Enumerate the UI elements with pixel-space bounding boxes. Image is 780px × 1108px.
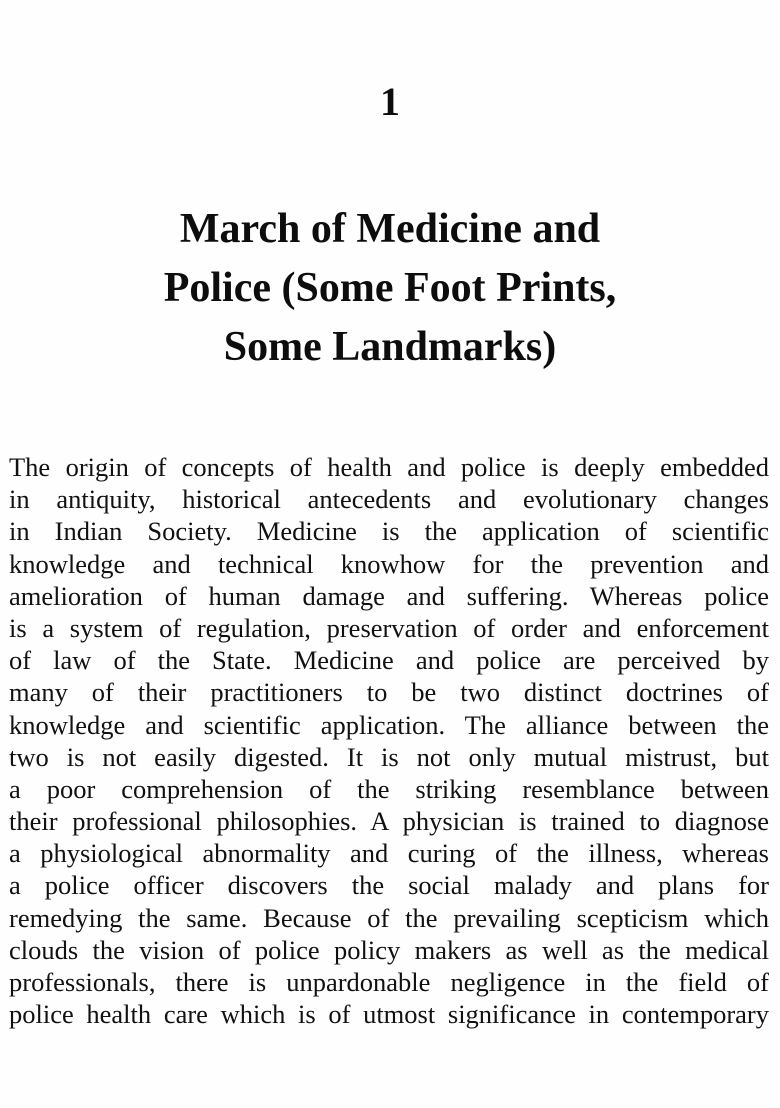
text-line: knowledge and technical knowhow for the prevention and — [9, 548, 769, 579]
text-line: two is not easily digested. It is not only mutual mistrust, but — [9, 741, 769, 772]
text-line: remedying the same. Because of the prevailing scepticism which — [9, 902, 769, 933]
text-line: a physiological abnormality and curing of the illness, whereas — [9, 838, 769, 869]
chapter-number: 1 — [380, 79, 400, 124]
text-line: many of their practitioners to be two distinct doctrines of — [9, 677, 769, 708]
chapter-title-line: March of Medicine and — [179, 206, 601, 252]
text-line: The origin of concepts of health and police is deeply embedded — [9, 452, 769, 482]
body-paragraph — [9, 451, 769, 1030]
text-line: in antiquity, historical antecedents and evolutionary changes — [9, 484, 769, 515]
text-line: amelioration of human damage and suffering. Whereas police — [9, 580, 769, 611]
chapter-title — [60, 200, 720, 377]
text-line: is a system of regulation, preservation of order and enforcement — [9, 612, 769, 643]
text-line: police health care which is of utmost significance in contemporary — [9, 999, 769, 1030]
text-line: a police officer discovers the social malady and plans for — [9, 870, 769, 901]
text-line: in Indian Society. Medicine is the application of scientific — [9, 516, 769, 547]
text-line: knowledge and scientific application. The alliance between the — [9, 709, 769, 740]
chapter-title-line: Police (Some Foot Prints, — [163, 265, 617, 311]
text-line: their professional philosophies. A physician is trained to diagnose — [9, 806, 769, 837]
chapter-title-line: Some Landmarks) — [223, 324, 557, 370]
text-line: professionals, there is unpardonable negligence in the field of — [9, 967, 769, 997]
text-line: of law of the State. Medicine and police are perceived by — [9, 645, 769, 676]
text-line: a poor comprehension of the striking resemblance between — [9, 773, 769, 804]
text-line: clouds the vision of police policy makers as well as the medical — [9, 934, 769, 965]
